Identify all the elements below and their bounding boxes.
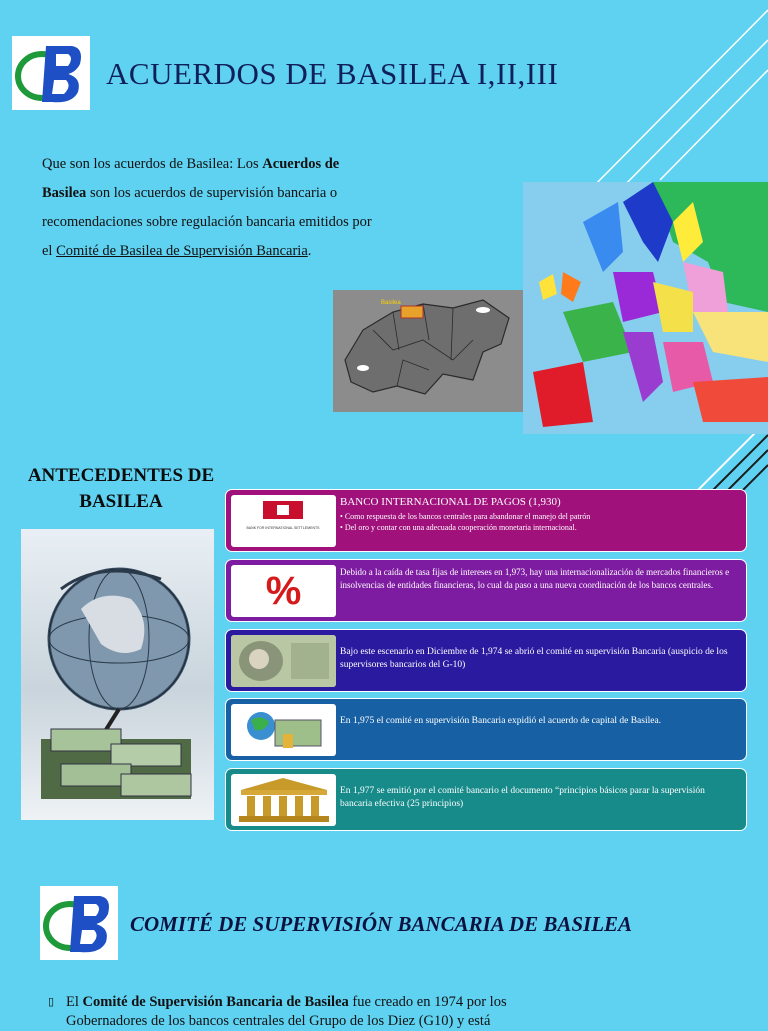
section2-bold: Comité de Supervisión Bancaria de Basilea bbox=[82, 994, 349, 1010]
bullet-marker: ▯ bbox=[48, 996, 55, 1008]
europe-map bbox=[523, 182, 768, 434]
card4-text: En 1,975 el comité en supervisión Bancaria expidió el acuerdo de capital de Basilea. bbox=[340, 716, 662, 726]
card1-bullet-1: • Como respuesta de los bancos centrales para abandonar el manejo del patrón bbox=[340, 511, 591, 521]
card-bank-international-settlements bbox=[225, 489, 747, 552]
basilea-map-label: Basilea bbox=[381, 300, 401, 306]
card5-text: En 1,977 se emitió por el comité bancario el documento “principios básicos parar la supervisión bancaria efectiva (25 principios) bbox=[340, 786, 705, 809]
section2-prefix: El bbox=[66, 994, 83, 1010]
card1-bullet-1-text: Como respuesta de los bancos centrales para abandonar el manejo del patrón bbox=[344, 511, 591, 521]
antecedentes-title: ANTECEDENTES DE BASILEA bbox=[27, 465, 215, 512]
percent-thumbnail bbox=[231, 565, 336, 617]
bis-logo-text: BANK FOR INTERNATIONAL SETTLEMENTS bbox=[246, 526, 320, 530]
card1-bullet-2-text: Del oro y contar con una adecuada cooperación monetaria internacional. bbox=[344, 522, 577, 532]
card-comite-1974 bbox=[225, 629, 747, 692]
section2-rest: fue creado en 1974 por los Gobernadores de los bancos centrales del Grupo de los Diez (G10) y está bbox=[66, 994, 507, 1029]
bis-logo-thumbnail bbox=[231, 495, 336, 547]
section2-text bbox=[66, 993, 566, 1031]
switzerland-map bbox=[333, 290, 523, 412]
page-title: ACUERDOS DE BASILEA I,II,III bbox=[106, 56, 559, 91]
intro-prefix: Que son los acuerdos de Basilea: Los bbox=[42, 156, 263, 172]
card1-heading: BANCO INTERNACIONAL DE PAGOS (1,930) bbox=[340, 496, 561, 508]
basilea-logo-icon-2 bbox=[40, 886, 118, 960]
globe-money-thumbnail bbox=[231, 704, 336, 756]
bank-building-thumbnail bbox=[231, 774, 336, 826]
percent-icon: % bbox=[265, 568, 302, 613]
card-interest-rates bbox=[225, 559, 747, 622]
comite-link[interactable]: Comité de Basilea de Supervisión Bancaria bbox=[56, 243, 308, 259]
card-acuerdo-1975 bbox=[225, 698, 747, 761]
intro-middle: son los acuerdos de supervisión bancaria o recomendaciones sobre regulación bancaria emitidos por el bbox=[42, 185, 372, 259]
card2-text: Debido a la caída de tasa fijas de intereses en 1,973, hay una internacionalización de mercados financieros e insolvencias de entidades financieras, lo cual da paso a una nueva coordinación de los bancos centrales. bbox=[340, 567, 730, 590]
section2-title: COMITÉ DE SUPERVISIÓN BANCARIA DE BASILEA bbox=[130, 912, 633, 936]
intro-suffix: . bbox=[307, 243, 312, 259]
basilea-logo-icon bbox=[12, 36, 90, 110]
card1-bullet-2: • Del oro y contar con una adecuada cooperación monetaria internacional. bbox=[340, 522, 577, 532]
card-principios-1977 bbox=[225, 768, 747, 831]
intro-bold-term: Acuerdos de Basilea bbox=[42, 156, 340, 201]
dollar-bill-thumbnail bbox=[231, 635, 336, 687]
globe-money-image bbox=[21, 529, 214, 820]
card3-text: Bajo este escenario en Diciembre de 1,974 se abrió el comité en supervisión Bancaria (auspicio de los supervisores bancarios del G-10) bbox=[340, 647, 728, 670]
intro-paragraph bbox=[42, 150, 372, 266]
